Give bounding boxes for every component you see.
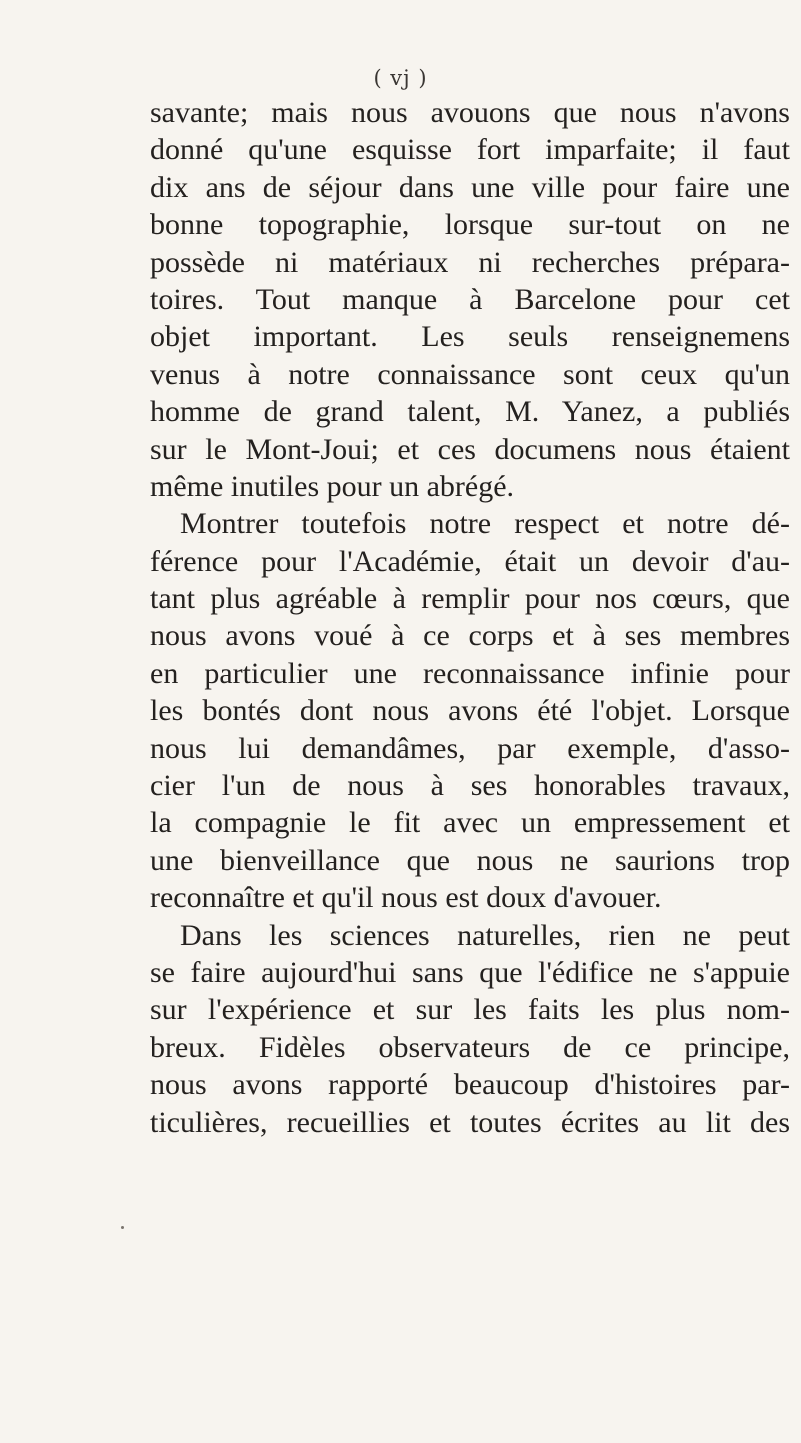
text-line: venus à notre connaissance sont ceux qu'un [150, 357, 790, 391]
text-line: nous avons rapporté beaucoup d'histoires par- [150, 1068, 790, 1102]
paragraph-start-line: Montrer toutefois notre respect et notre dé- [180, 507, 790, 541]
text-line: breux. Fidèles observateurs de ce principe, [150, 1030, 790, 1064]
text-line: sur l'expérience et sur les faits les plus nom- [150, 993, 790, 1027]
body-text [150, 94, 790, 1141]
paragraph-start-line: Dans les sciences naturelles, rien ne peut [180, 918, 790, 952]
text-line: une bienveillance que nous ne saurions trop [150, 843, 790, 877]
text-line: la compagnie le fit avec un empressement et [150, 806, 790, 840]
text-line: possède ni matériaux ni recherches prépara- [150, 245, 790, 279]
text-line: en particulier une reconnaissance infinie pour [150, 656, 790, 690]
text-line: dix ans de séjour dans une ville pour faire une [150, 170, 790, 204]
text-line: reconnaître et qu'il nous est doux d'avouer. [150, 881, 662, 915]
text-line: objet important. Les seuls renseignemens [150, 320, 790, 354]
text-line: tant plus agréable à remplir pour nos cœurs, que [150, 582, 790, 616]
text-line: même inutiles pour un abrégé. [150, 469, 515, 503]
text-line: ticulières, recueillies et toutes écrites au lit des [150, 1105, 790, 1139]
text-line: homme de grand talent, M. Yanez, a publiés [150, 395, 790, 429]
text-line: toires. Tout manque à Barcelone pour cet [150, 282, 790, 316]
text-line: nous avons voué à ce corps et à ses membres [150, 619, 790, 653]
text-line: sur le Mont-Joui; et ces documens nous étaient [150, 432, 790, 466]
text-line: cier l'un de nous à ses honorables travaux, [150, 769, 790, 803]
text-line: férence pour l'Académie, était un devoir d'au- [150, 544, 790, 578]
text-line: les bontés dont nous avons été l'objet. Lorsque [150, 694, 790, 728]
page-number: ( vj ) [373, 66, 428, 90]
paper-speck [121, 1226, 124, 1229]
text-line: bonne topographie, lorsque sur-tout on ne [150, 208, 790, 242]
text-line: se faire aujourd'hui sans que l'édifice ne s'appuie [150, 955, 790, 989]
text-line: savante; mais nous avouons que nous n'avons [150, 96, 790, 129]
text-line: nous lui demandâmes, par exemple, d'asso- [150, 731, 790, 765]
text-line: donné qu'une esquisse fort imparfaite; il faut [150, 133, 790, 167]
